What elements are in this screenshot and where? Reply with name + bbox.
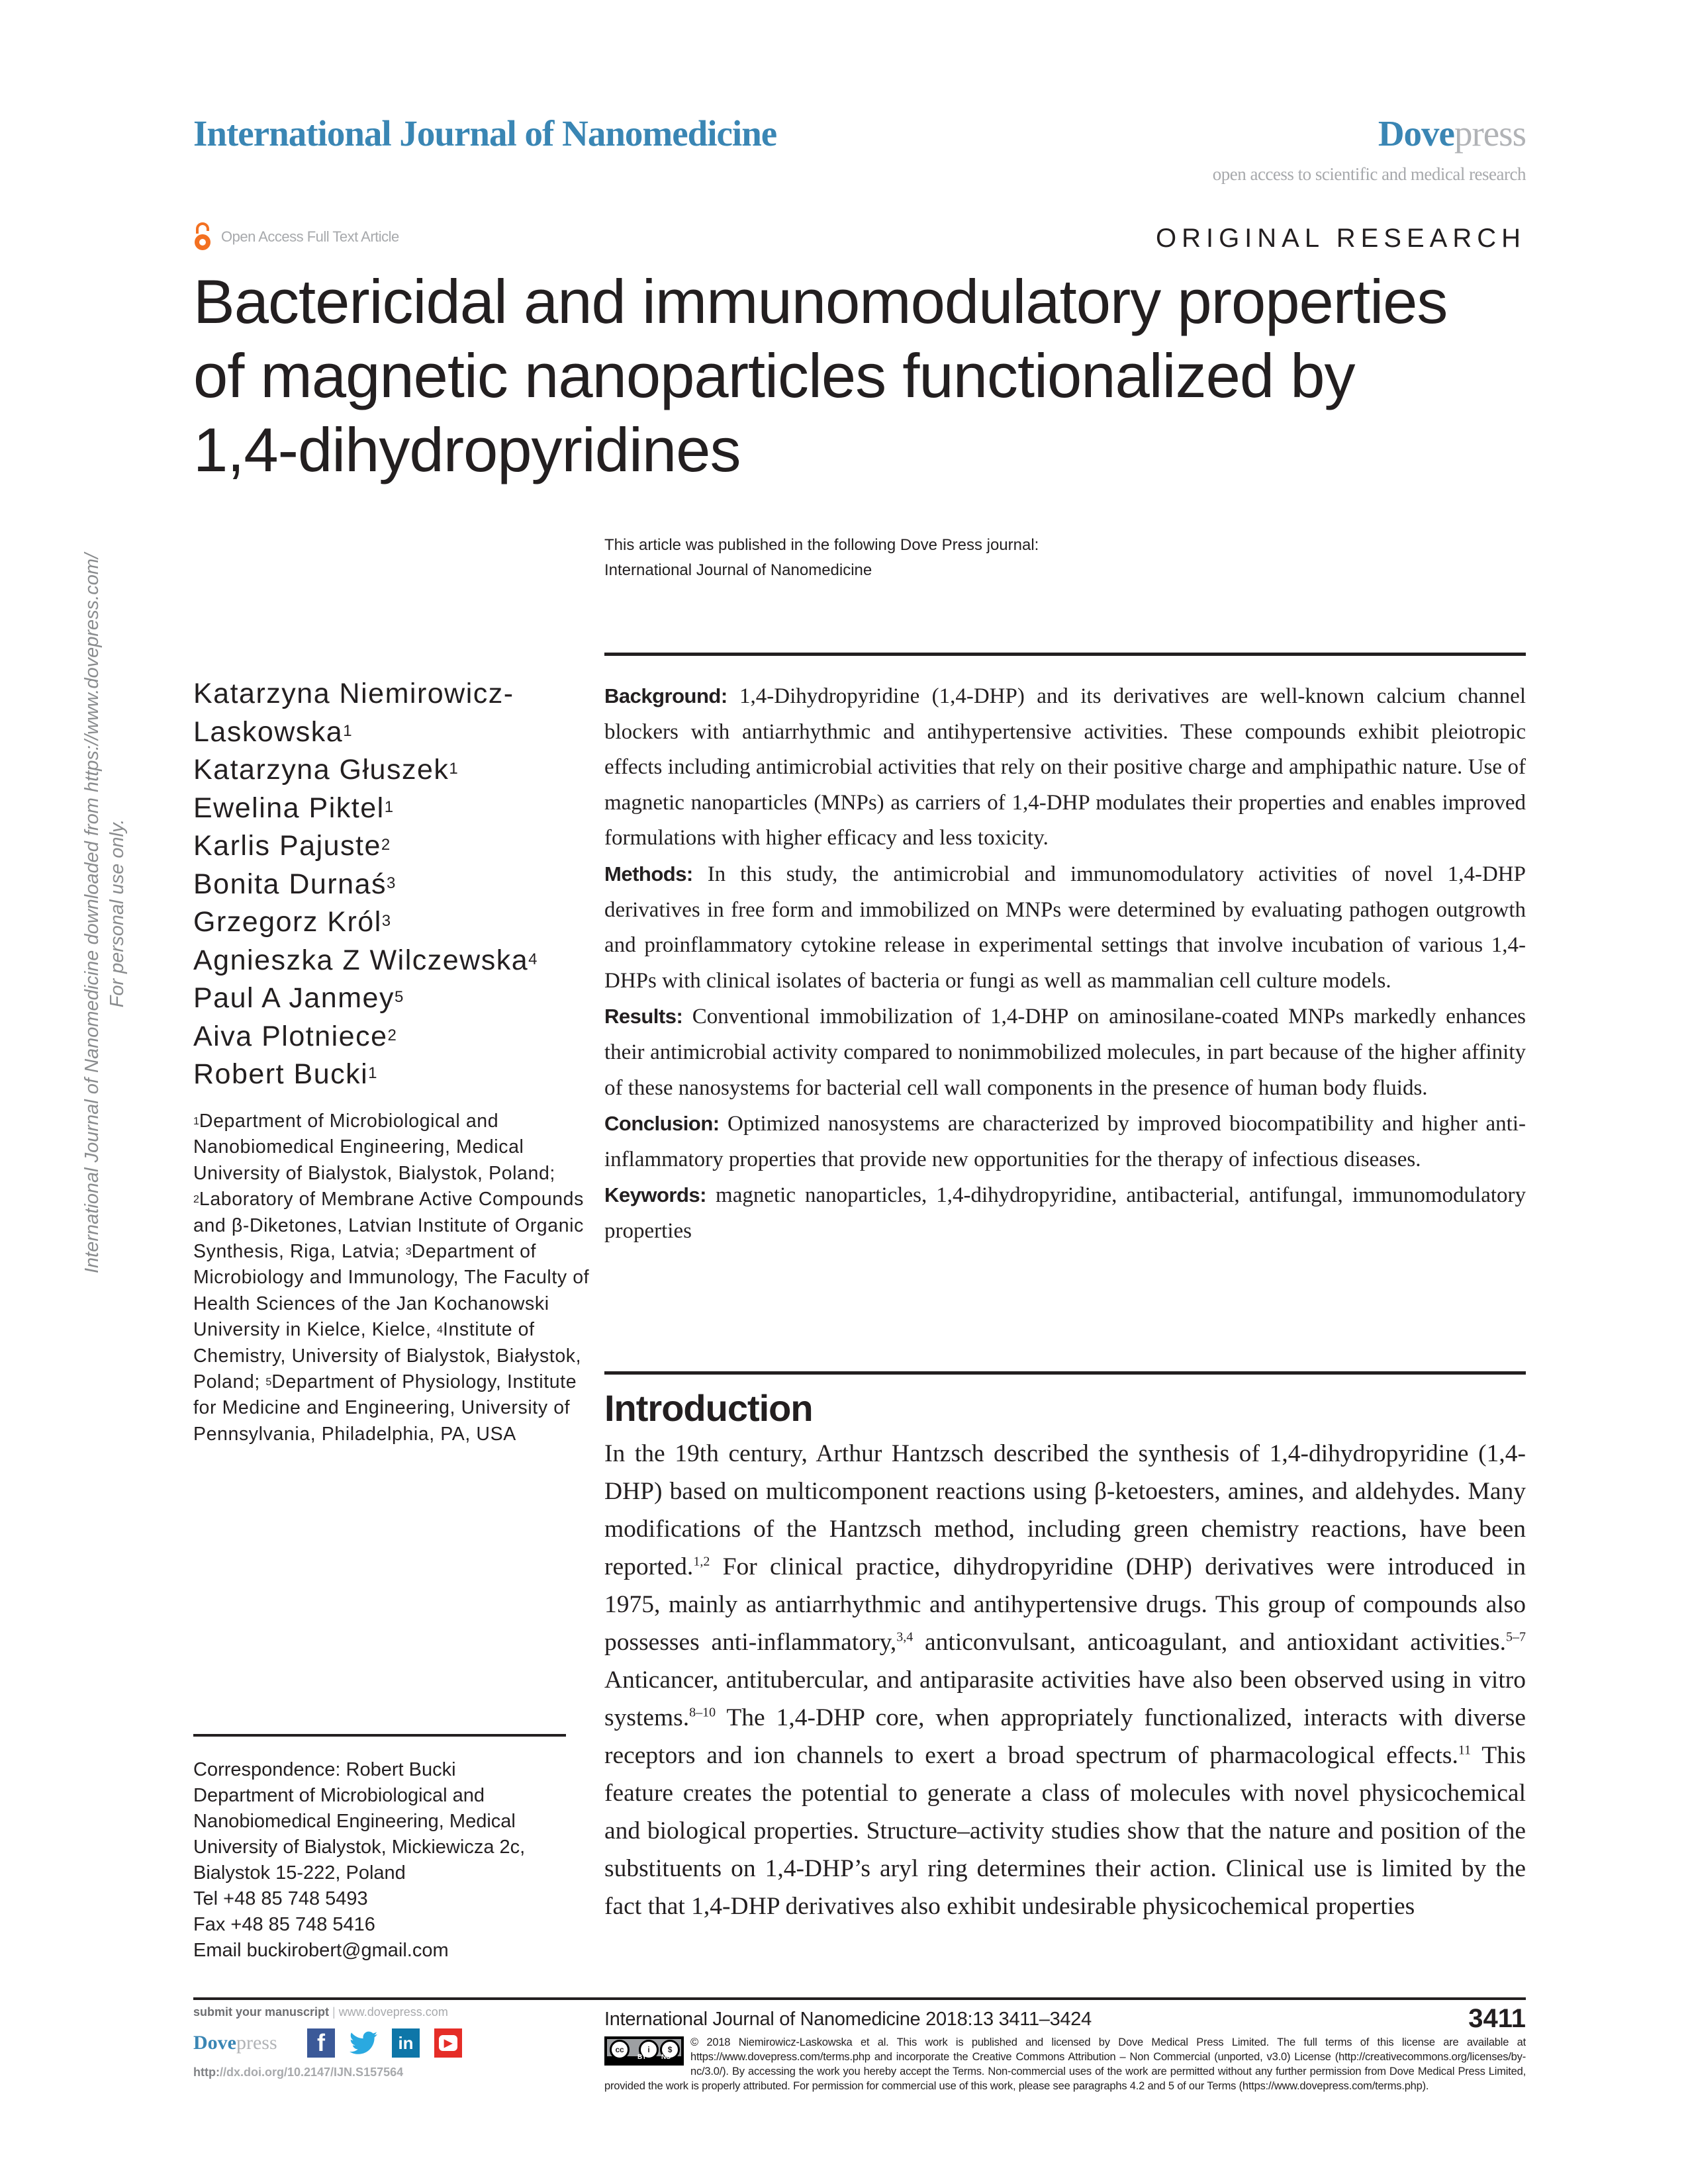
section-heading-introduction: Introduction xyxy=(604,1387,813,1429)
affiliation-text: Department of Microbiological and Nanobiomedical Engineering, Medical University of Bialystok, Bialystok, Poland; xyxy=(193,1111,555,1184)
affiliation-marker: 5 xyxy=(394,988,404,1006)
author-name-text: Paul A Janmey xyxy=(193,982,395,1014)
body-text: For clinical practice, dihydropyridine (DHP) derivatives were introduced in 1975, mainly as antiarrhythmic and antihypertensive drugs. This group of compounds also possesses anti-inflammatory, xyxy=(604,1553,1526,1656)
author-name-text: Karlis Pajuste xyxy=(193,830,381,862)
watermark-line: For personal use only. xyxy=(107,819,128,1008)
linkedin-glyph: in xyxy=(398,2032,414,2053)
author-name-text: Ewelina Piktel xyxy=(193,792,385,824)
body-text: This feature creates the potential to generate a class of molecules with novel physicochemical and biological properties. Structure–activity studies show that the nature and position of the substituents on 1,4-DHP’s aryl ring determines their action. Clinical use is limited by the fact that 1,4-DHP derivatives also exhibit undesirable physicochemical properties xyxy=(604,1742,1526,1920)
attribution-icon: i xyxy=(639,2040,659,2060)
linkedin-icon[interactable] xyxy=(392,2028,420,2058)
affiliation-marker: 4 xyxy=(437,1324,443,1336)
title-line: 1,4-dihydropyridines xyxy=(193,415,741,484)
nc-label: NC xyxy=(661,2054,671,2061)
citation-reference[interactable]: 11 xyxy=(1458,1743,1472,1758)
author-name-text: Grzegorz Król xyxy=(193,906,382,938)
correspondence-fax: Fax +48 85 748 5416 xyxy=(193,1914,375,1935)
affiliation-marker: 1 xyxy=(343,721,352,740)
affiliation-marker: 4 xyxy=(528,950,538,968)
submit-label[interactable]: submit your manuscript xyxy=(193,2005,330,2019)
twitter-icon[interactable] xyxy=(350,2028,377,2058)
affiliation-marker: 3 xyxy=(405,1246,412,1258)
page-number: 3411 xyxy=(1468,2004,1526,2033)
brand-press: press xyxy=(236,2032,277,2054)
author-name xyxy=(193,1056,577,1094)
citation-reference[interactable]: 1,2 xyxy=(693,1554,710,1569)
correspondence-line: Nanobiomedical Engineering, Medical xyxy=(193,1811,516,1832)
cc-icon: cc xyxy=(610,2040,630,2060)
article-title xyxy=(193,265,1517,487)
affiliation-marker: 1 xyxy=(368,1064,377,1082)
abstract-text: magnetic nanoparticles, 1,4-dihydropyridine, antibacterial, antifungal, immunomodulatory properties xyxy=(604,1183,1526,1243)
affiliation-marker: 2 xyxy=(193,1194,199,1206)
footer-divider xyxy=(193,1997,1526,2000)
affiliation-marker: 3 xyxy=(381,912,391,930)
abstract-bottom-divider xyxy=(604,1371,1526,1375)
license-block xyxy=(604,2035,1526,2093)
introduction-body xyxy=(604,1435,1526,1925)
body-text: The 1,4-DHP core, when appropriately functionalized, interacts with diverse receptors and ion channels to exert a broad spectrum of pharmacological effects. xyxy=(604,1704,1526,1769)
abstract-label: Results: xyxy=(604,1005,683,1028)
doi-link[interactable] xyxy=(193,2066,462,2079)
abstract-text: In this study, the antimicrobial and immunomodulatory activities of novel 1,4-DHP derivatives in free form and immobilized on MNPs were determined by evaluating pathogen outgrowth and proinflammatory cytokine release in experimental settings that involve incubation of various 1,4-DHPs with clinical isolates of bacteria or fungi as well as mammalian cell culture models. xyxy=(604,862,1526,993)
affiliation-text: Department of Microbiology and Immunology, The Faculty of Health Sciences of the Jan Kochanowski University in Kielce, Kielce, xyxy=(193,1241,590,1341)
author-name xyxy=(193,903,577,942)
youtube-icon[interactable] xyxy=(434,2028,462,2058)
author-name xyxy=(193,1018,577,1056)
brand-dove: Dove xyxy=(1378,113,1454,154)
correspondence-block xyxy=(193,1757,590,1964)
abstract-text: Optimized nanosystems are characterized by improved biocompatibility and higher anti-inflammatory properties that provide new opportunities for the therapy of infectious diseases. xyxy=(604,1112,1526,1171)
publisher-tagline: open access to scientific and medical research xyxy=(1212,164,1526,184)
affiliation-marker: 5 xyxy=(265,1377,272,1388)
correspondence-line: University of Bialystok, Mickiewicza 2c, xyxy=(193,1837,526,1858)
correspondence-divider xyxy=(193,1734,566,1737)
by-label: BY xyxy=(637,2054,647,2061)
abstract-methods xyxy=(604,856,1526,999)
author-name xyxy=(193,827,577,866)
author-name-text: Laskowska xyxy=(193,715,344,748)
author-name xyxy=(193,751,577,790)
body-text: In the 19th century, Arthur Hantzsch described the synthesis of 1,4-dihydropyridine (1,4-DHP) based on multicomponent reactions using β-ketoesters, amines, and aldehydes. Many modifications of the Hantzsch method, including green chemistry reactions, have been reported. xyxy=(604,1440,1526,1580)
body-text: Anticancer, antitubercular, and antiparasite activities have also been observed using in vitro systems. xyxy=(604,1666,1526,1731)
footer-logo xyxy=(193,2032,293,2054)
author-name-text: Katarzyna Głuszek xyxy=(193,754,449,786)
watermark-line: International Journal of Nanomedicine downloaded from https://www.dovepress.com/ xyxy=(81,553,103,1274)
correspondence-line: Department of Microbiological and xyxy=(193,1785,485,1806)
publisher-logo xyxy=(1378,113,1526,154)
author-name xyxy=(193,866,577,904)
footer-citation: International Journal of Nanomedicine 2018:13 3411–3424 xyxy=(604,2009,1092,2030)
open-access-badge xyxy=(193,222,399,252)
citation-reference[interactable]: 3,4 xyxy=(896,1629,914,1645)
abstract-text: 1,4-Dihydropyridine (1,4-DHP) and its derivatives are well-known calcium channel blockers with antiarrhythmic and antihypertensive activities. These compounds exhibit pleiotropic effects including antimicrobial activities that rely on their positive charge and amphipathic nature. Use of magnetic nanoparticles (MNPs) as carriers of 1,4-DHP modulates their properties and enables improved formulations with higher efficacy and less toxicity. xyxy=(604,684,1526,850)
author-list xyxy=(193,675,577,1094)
facebook-icon[interactable] xyxy=(307,2028,335,2058)
abstract-label: Keywords: xyxy=(604,1183,706,1207)
abstract-text: Conventional immobilization of 1,4-DHP on aminosilane-coated MNPs markedly enhances their antimicrobial activity compared to nonimmobilized molecules, in part because of the higher affinity of these nanosystems for bacterial cell wall components in the presence of human body fluids. xyxy=(604,1005,1526,1100)
affiliation-marker: 1 xyxy=(193,1116,199,1127)
publication-note-line: This article was published in the following Dove Press journal: xyxy=(604,536,1039,554)
author-name xyxy=(193,675,577,713)
abstract xyxy=(604,678,1526,1250)
author-name-text: Agnieszka Z Wilczewska xyxy=(193,944,529,976)
affiliation-marker: 3 xyxy=(387,874,396,892)
author-name xyxy=(193,979,577,1018)
correspondence-line: Bialystok 15-222, Poland xyxy=(193,1862,406,1884)
affiliation-marker: 2 xyxy=(381,836,391,854)
affiliation-text: Laboratory of Membrane Active Compounds and β-Diketones, Latvian Institute of Organic Synthesis, Riga, Latvia; xyxy=(193,1189,584,1263)
title-line: of magnetic nanoparticles functionalized by xyxy=(193,341,1355,410)
abstract-keywords xyxy=(604,1177,1526,1249)
footer-left xyxy=(193,2005,462,2079)
affiliation-text: Department of Physiology, Institute for Medicine and Engineering, University of Pennsylvania, Philadelphia, PA, USA xyxy=(193,1371,577,1445)
article-type: ORIGINAL RESEARCH xyxy=(1155,224,1526,253)
affiliation-marker: 1 xyxy=(384,797,394,816)
author-name-text: Aiva Plotniece xyxy=(193,1020,388,1052)
license-text: © 2018 Niemirowicz-Laskowska et al. This work is published and licensed by Dove Medical Press Limited. The full terms of this license are available at https://www.dovepress.com/terms.php and incorporate the Creative Commons Attribution – Non Commercial (unported, v3.0) License (http://creativecommons.org/licenses/by-nc/3.0/). By accessing the work you hereby accept the Terms. Non-commercial uses of the work are permitted without any further permission from Dove Medical Press Limited, provided the work is properly attributed. For permission for commercial use of this work, please see paragraphs 4.2 and 5 of our Terms (https://www.dovepress.com/terms.php). xyxy=(604,2036,1526,2092)
correspondence-line: Correspondence: Robert Bucki xyxy=(193,1759,456,1780)
brand-dove: Dove xyxy=(193,2032,236,2054)
social-row xyxy=(193,2028,462,2058)
citation-reference[interactable]: 5–7 xyxy=(1506,1629,1526,1645)
twitter-bird-icon xyxy=(350,2031,377,2055)
correspondence-phone: Tel +48 85 748 5493 xyxy=(193,1888,368,1909)
author-name-text: Robert Bucki xyxy=(193,1058,369,1090)
citation-reference[interactable]: 8–10 xyxy=(689,1705,716,1720)
brand-press: press xyxy=(1454,113,1526,154)
affiliation-text: Institute of Chemistry, University of Bialystok, Białystok, Poland; xyxy=(193,1319,582,1393)
publication-note xyxy=(604,533,1039,583)
abstract-conclusion xyxy=(604,1106,1526,1177)
author-name-text: Bonita Durnaś xyxy=(193,868,387,900)
open-access-label: Open Access Full Text Article xyxy=(221,228,399,245)
publication-note-journal: International Journal of Nanomedicine xyxy=(604,561,872,579)
submit-url[interactable]: www.dovepress.com xyxy=(338,2005,448,2019)
author-name xyxy=(193,713,577,752)
facebook-glyph: f xyxy=(317,2029,325,2056)
journal-title: International Journal of Nanomedicine xyxy=(193,113,777,154)
abstract-top-divider xyxy=(604,653,1526,656)
download-watermark xyxy=(79,516,130,1310)
abstract-label: Conclusion: xyxy=(604,1112,720,1136)
abstract-label: Background: xyxy=(604,684,727,707)
abstract-background xyxy=(604,678,1526,856)
abstract-label: Methods: xyxy=(604,862,693,886)
youtube-glyph: ▶ xyxy=(439,2035,457,2051)
noncommercial-icon: $ xyxy=(660,2040,680,2060)
correspondence-email[interactable]: Email buckirobert@gmail.com xyxy=(193,1940,449,1961)
submit-manuscript-link[interactable] xyxy=(193,2005,462,2019)
affiliation-marker: 1 xyxy=(449,760,458,778)
doi-prefix: http: xyxy=(193,2066,220,2079)
author-name xyxy=(193,790,577,828)
cc-by-nc-license-icon[interactable] xyxy=(604,2036,684,2066)
author-name xyxy=(193,942,577,980)
affiliations xyxy=(193,1109,590,1447)
doi-path: //dx.doi.org/10.2147/IJN.S157564 xyxy=(219,2066,404,2079)
body-text: anticonvulsant, anticoagulant, and antioxidant activities. xyxy=(913,1629,1506,1656)
separator: | xyxy=(332,2005,336,2019)
open-access-lock-icon xyxy=(193,222,212,252)
affiliation-marker: 2 xyxy=(387,1026,397,1044)
title-line: Bactericidal and immunomodulatory properties xyxy=(193,267,1448,336)
abstract-results xyxy=(604,999,1526,1106)
author-name-text: Katarzyna Niemirowicz- xyxy=(193,678,514,709)
